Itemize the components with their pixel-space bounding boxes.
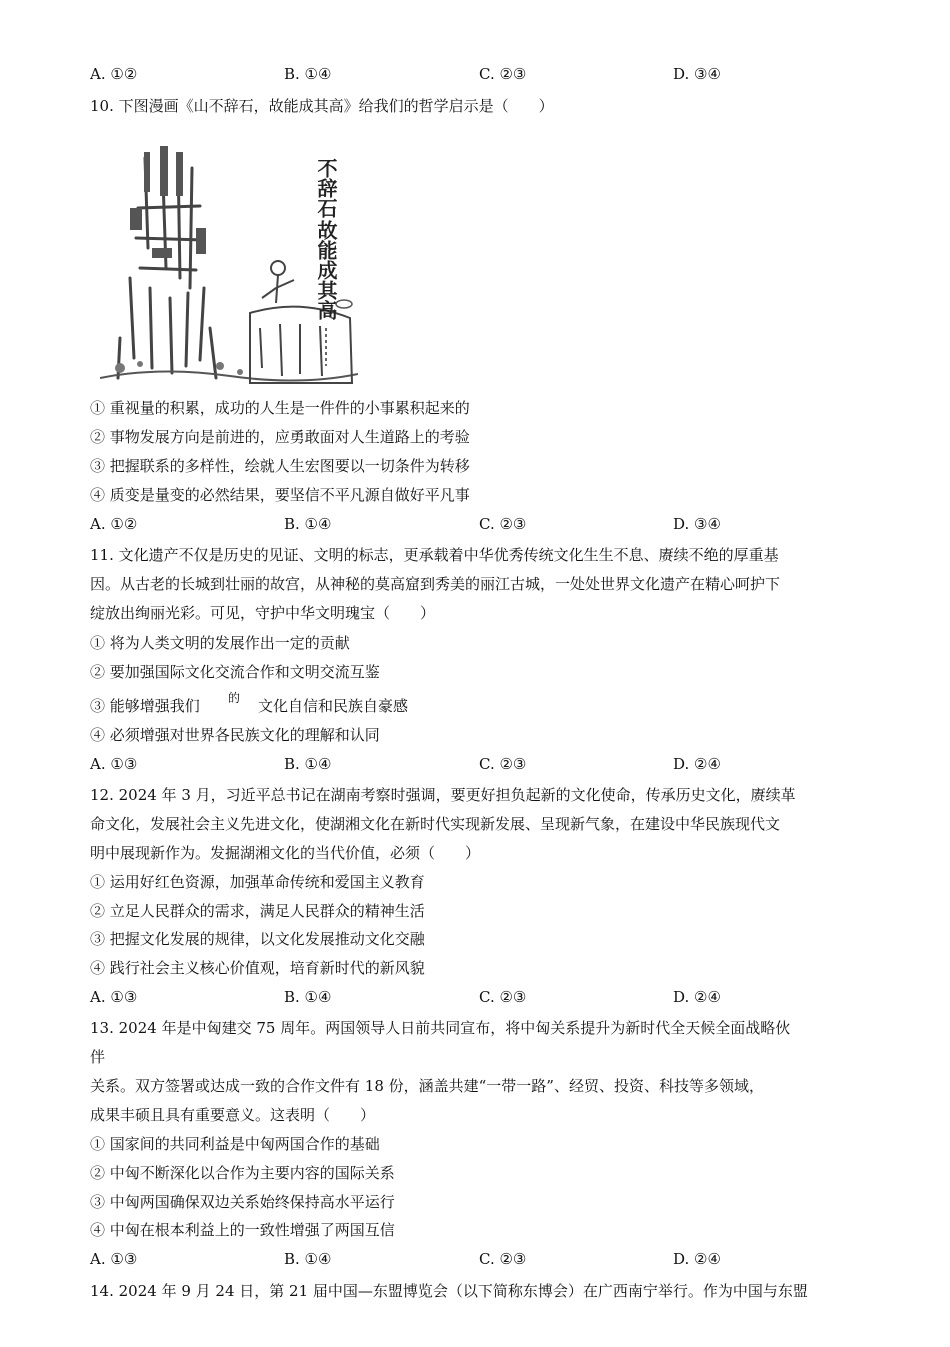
q12-option-d[interactable]: D. ②④ — [673, 988, 721, 1006]
q13-item-4: ④ 中匈在根本利益上的一致性增强了两国互信 — [90, 1221, 395, 1239]
q9-option-b[interactable]: B. ①④ — [284, 65, 332, 83]
q12-option-c[interactable]: C. ②③ — [479, 988, 527, 1006]
q11-option-b[interactable]: B. ①④ — [284, 755, 332, 773]
q10-option-d[interactable]: D. ③④ — [673, 515, 721, 533]
q10-option-a[interactable]: A. ①② — [90, 515, 138, 533]
q12-item-2: ② 立足人民群众的需求，满足人民群众的精神生活 — [90, 902, 425, 920]
q12-stem-line-3: 明中展现新作为。发掘湖湘文化的当代价值，必须（ ） — [90, 844, 481, 862]
q11-item-3-floating-char: 的 — [228, 691, 241, 705]
q10-item-4: ④ 质变是量变的必然结果，要坚信不平凡源自做好平凡事 — [90, 486, 470, 504]
q12-item-3: ③ 把握文化发展的规律，以文化发展推动文化交融 — [90, 930, 425, 948]
q12-item-1: ① 运用好红色资源，加强革命传统和爱国主义教育 — [90, 873, 425, 891]
q11-stem-line-3: 绽放出绚丽光彩。可见，守护中华文明瑰宝（ ） — [90, 604, 436, 622]
q13-option-c[interactable]: C. ②③ — [479, 1250, 527, 1268]
q12-option-a[interactable]: A. ①③ — [90, 988, 138, 1006]
q12-stem-line-2: 命文化，发展社会主义先进文化，使湖湘文化在新时代实现新发展、呈现新气象，在建设中华民族现代文 — [90, 815, 781, 833]
q11-stem-line-2: 因。从古老的长城到壮丽的故宫，从神秘的莫高窟到秀美的丽江古城，一处处世界文化遗产在精心呵护下 — [90, 575, 781, 593]
q13-option-a[interactable]: A. ①③ — [90, 1250, 138, 1268]
q10-stem: 10. 下图漫画《山不辞石，故能成其高》给我们的哲学启示是（ ） — [90, 97, 554, 115]
q10-item-2: ② 事物发展方向是前进的，应勇敢面对人生道路上的考验 — [90, 428, 470, 446]
q13-option-d[interactable]: D. ②④ — [673, 1250, 721, 1268]
q11-item-3-tail: 文化自信和民族自豪感 — [258, 697, 409, 715]
comic-illustration — [100, 128, 358, 390]
q13-stem-line-2: 伴 — [90, 1048, 106, 1066]
q9-option-c[interactable]: C. ②③ — [479, 65, 527, 83]
q9-option-d[interactable]: D. ③④ — [673, 65, 721, 83]
q10-item-3: ③ 把握联系的多样性，绘就人生宏图要以一切条件为转移 — [90, 457, 470, 475]
comic-caption-top: 不辞石 — [314, 158, 338, 218]
q10-option-c[interactable]: C. ②③ — [479, 515, 527, 533]
q14-stem-line-1: 14. 2024 年 9 月 24 日，第 21 届中国—东盟博览会（以下简称东博会）在广西南宁举行。作为中国与东盟 — [90, 1282, 808, 1300]
q11-item-4: ④ 必须增强对世界各民族文化的理解和认同 — [90, 726, 380, 744]
q13-item-2: ② 中匈不断深化以合作为主要内容的国际关系 — [90, 1164, 395, 1182]
q12-stem-line-1: 12. 2024 年 3 月，习近平总书记在湖南考察时强调，要更好担负起新的文化使命，传承历史文化，赓续革 — [90, 786, 796, 804]
q10-option-b[interactable]: B. ①④ — [284, 515, 332, 533]
q13-stem-line-4: 成果丰硕且具有重要意义。这表明（ ） — [90, 1106, 376, 1124]
q12-option-b[interactable]: B. ①④ — [284, 988, 332, 1006]
q11-option-c[interactable]: C. ②③ — [479, 755, 527, 773]
q11-option-d[interactable]: D. ②④ — [673, 755, 721, 773]
q11-item-1: ① 将为人类文明的发展作出一定的贡献 — [90, 634, 350, 652]
q11-option-a[interactable]: A. ①③ — [90, 755, 138, 773]
q11-item-2: ② 要加强国际文化交流合作和文明交流互鉴 — [90, 663, 380, 681]
q10-item-1: ① 重视量的积累，成功的人生是一件件的小事累积起来的 — [90, 399, 470, 417]
q11-stem-line-1: 11. 文化遗产不仅是历史的见证、文明的标志，更承载着中华优秀传统文化生生不息、赓续不绝的厚重基 — [90, 546, 779, 564]
q13-option-b[interactable]: B. ①④ — [284, 1250, 332, 1268]
q11-item-3: ③ 能够增强我们 — [90, 697, 200, 715]
comic-caption-bottom: 故能成其高 — [314, 220, 338, 320]
q13-stem-line-3: 关系。双方签署或达成一致的合作文件有 18 份，涵盖共建“一带一路”、经贸、投资、科技等多领域， — [90, 1077, 764, 1095]
q12-item-4: ④ 践行社会主义核心价值观，培育新时代的新风貌 — [90, 959, 425, 977]
q13-item-1: ① 国家间的共同利益是中匈两国合作的基础 — [90, 1135, 380, 1153]
q13-item-3: ③ 中匈两国确保双边关系始终保持高水平运行 — [90, 1193, 395, 1211]
q9-option-a[interactable]: A. ①② — [90, 65, 138, 83]
q13-stem-line-1: 13. 2024 年是中匈建交 75 周年。两国领导人日前共同宣布，将中匈关系提升为新时代全天候全面战略伙 — [90, 1019, 791, 1037]
